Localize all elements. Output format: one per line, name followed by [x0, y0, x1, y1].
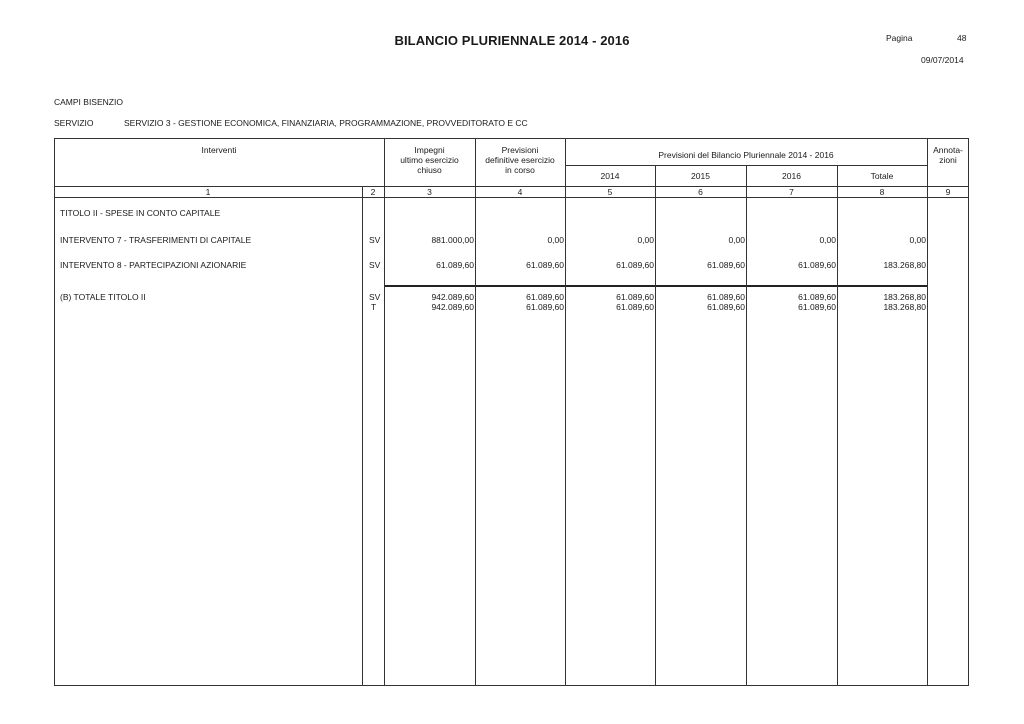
column-number: 4 — [517, 187, 523, 197]
servizio-label: SERVIZIO — [54, 118, 94, 128]
row-2014: 0,00 — [637, 235, 654, 245]
column-number: 6 — [698, 187, 703, 197]
row-code: SV — [369, 260, 381, 270]
page-number: 48 — [957, 33, 967, 43]
header-year-2015: 2015 — [691, 171, 710, 181]
total-t-2015: 61.089,60 — [707, 302, 745, 312]
row-impegni: 881.000,00 — [431, 235, 474, 245]
total-sv-2015: 61.089,60 — [707, 292, 745, 302]
col-divider — [384, 138, 385, 686]
header-pluriennale: Previsioni del Bilancio Pluriennale 2014 - 2016 — [658, 150, 834, 160]
row-label: INTERVENTO 7 - TRASFERIMENTI DI CAPITALE — [60, 235, 252, 245]
servizio-value: SERVIZIO 3 - GESTIONE ECONOMICA, FINANZIARIA, PROGRAMMAZIONE, PROVVEDITORATO E CC — [124, 118, 528, 128]
total-code-sv: SV — [369, 292, 381, 302]
entity-name: CAMPI BISENZIO — [54, 97, 123, 107]
total-t-previsioni: 61.089,60 — [526, 302, 564, 312]
row-2016: 61.089,60 — [798, 260, 836, 270]
row-totale: 0,00 — [909, 235, 926, 245]
total-label: (B) TOTALE TITOLO II — [60, 292, 146, 302]
col-divider — [362, 186, 363, 686]
header-totale: Totale — [870, 171, 894, 181]
header-interventi: Interventi — [201, 145, 237, 155]
titolo-heading: TITOLO II - SPESE IN CONTO CAPITALE — [60, 208, 221, 218]
row-totale: 183.268,80 — [883, 260, 926, 270]
total-code-t: T — [371, 302, 377, 312]
total-sv-previsioni: 61.089,60 — [526, 292, 564, 302]
column-number: 9 — [945, 187, 951, 197]
total-sv-2014: 61.089,60 — [616, 292, 654, 302]
row-previsioni: 61.089,60 — [526, 260, 564, 270]
total-t-impegni: 942.089,60 — [431, 302, 474, 312]
header-annota-2: zioni — [939, 155, 957, 165]
column-number: 1 — [205, 187, 211, 197]
row-2014: 61.089,60 — [616, 260, 654, 270]
total-sv-2016: 61.089,60 — [798, 292, 836, 302]
column-number: 3 — [427, 187, 432, 197]
total-t-totale: 183.268,80 — [883, 302, 926, 312]
row-2015: 0,00 — [728, 235, 745, 245]
header-impegni-3: chiuso — [417, 165, 442, 175]
row-label: INTERVENTO 8 - PARTECIPAZIONI AZIONARIE — [60, 260, 247, 270]
header-previsioni-3: in corso — [505, 165, 535, 175]
report-date: 09/07/2014 — [921, 55, 964, 65]
column-number: 5 — [607, 187, 613, 197]
row-previsioni: 0,00 — [547, 235, 564, 245]
header-year-2016: 2016 — [782, 171, 801, 181]
row-2016: 0,00 — [819, 235, 836, 245]
row-code: SV — [369, 235, 381, 245]
col-divider — [927, 138, 928, 686]
page-label: Pagina — [886, 33, 913, 43]
row-2015: 61.089,60 — [707, 260, 745, 270]
column-number: 2 — [370, 187, 376, 197]
colnum-bottom-line — [54, 197, 969, 198]
column-number: 7 — [789, 187, 794, 197]
table-border — [54, 138, 969, 686]
header-previsioni-1: Previsioni — [501, 145, 539, 155]
col-divider — [475, 138, 476, 686]
total-sv-impegni: 942.089,60 — [431, 292, 474, 302]
header-impegni-1: Impegni — [414, 145, 445, 155]
column-number: 8 — [879, 187, 885, 197]
total-t-2016: 61.089,60 — [798, 302, 836, 312]
header-year-2014: 2014 — [600, 171, 620, 181]
header-previsioni-2: definitive esercizio — [485, 155, 555, 165]
total-t-2014: 61.089,60 — [616, 302, 654, 312]
col-divider — [565, 138, 566, 686]
row-impegni: 61.089,60 — [436, 260, 474, 270]
total-sv-totale: 183.268,80 — [883, 292, 926, 302]
header-impegni-2: ultimo esercizio — [400, 155, 459, 165]
report-title: BILANCIO PLURIENNALE 2014 - 2016 — [394, 33, 630, 48]
header-annota-1: Annota- — [933, 145, 963, 155]
